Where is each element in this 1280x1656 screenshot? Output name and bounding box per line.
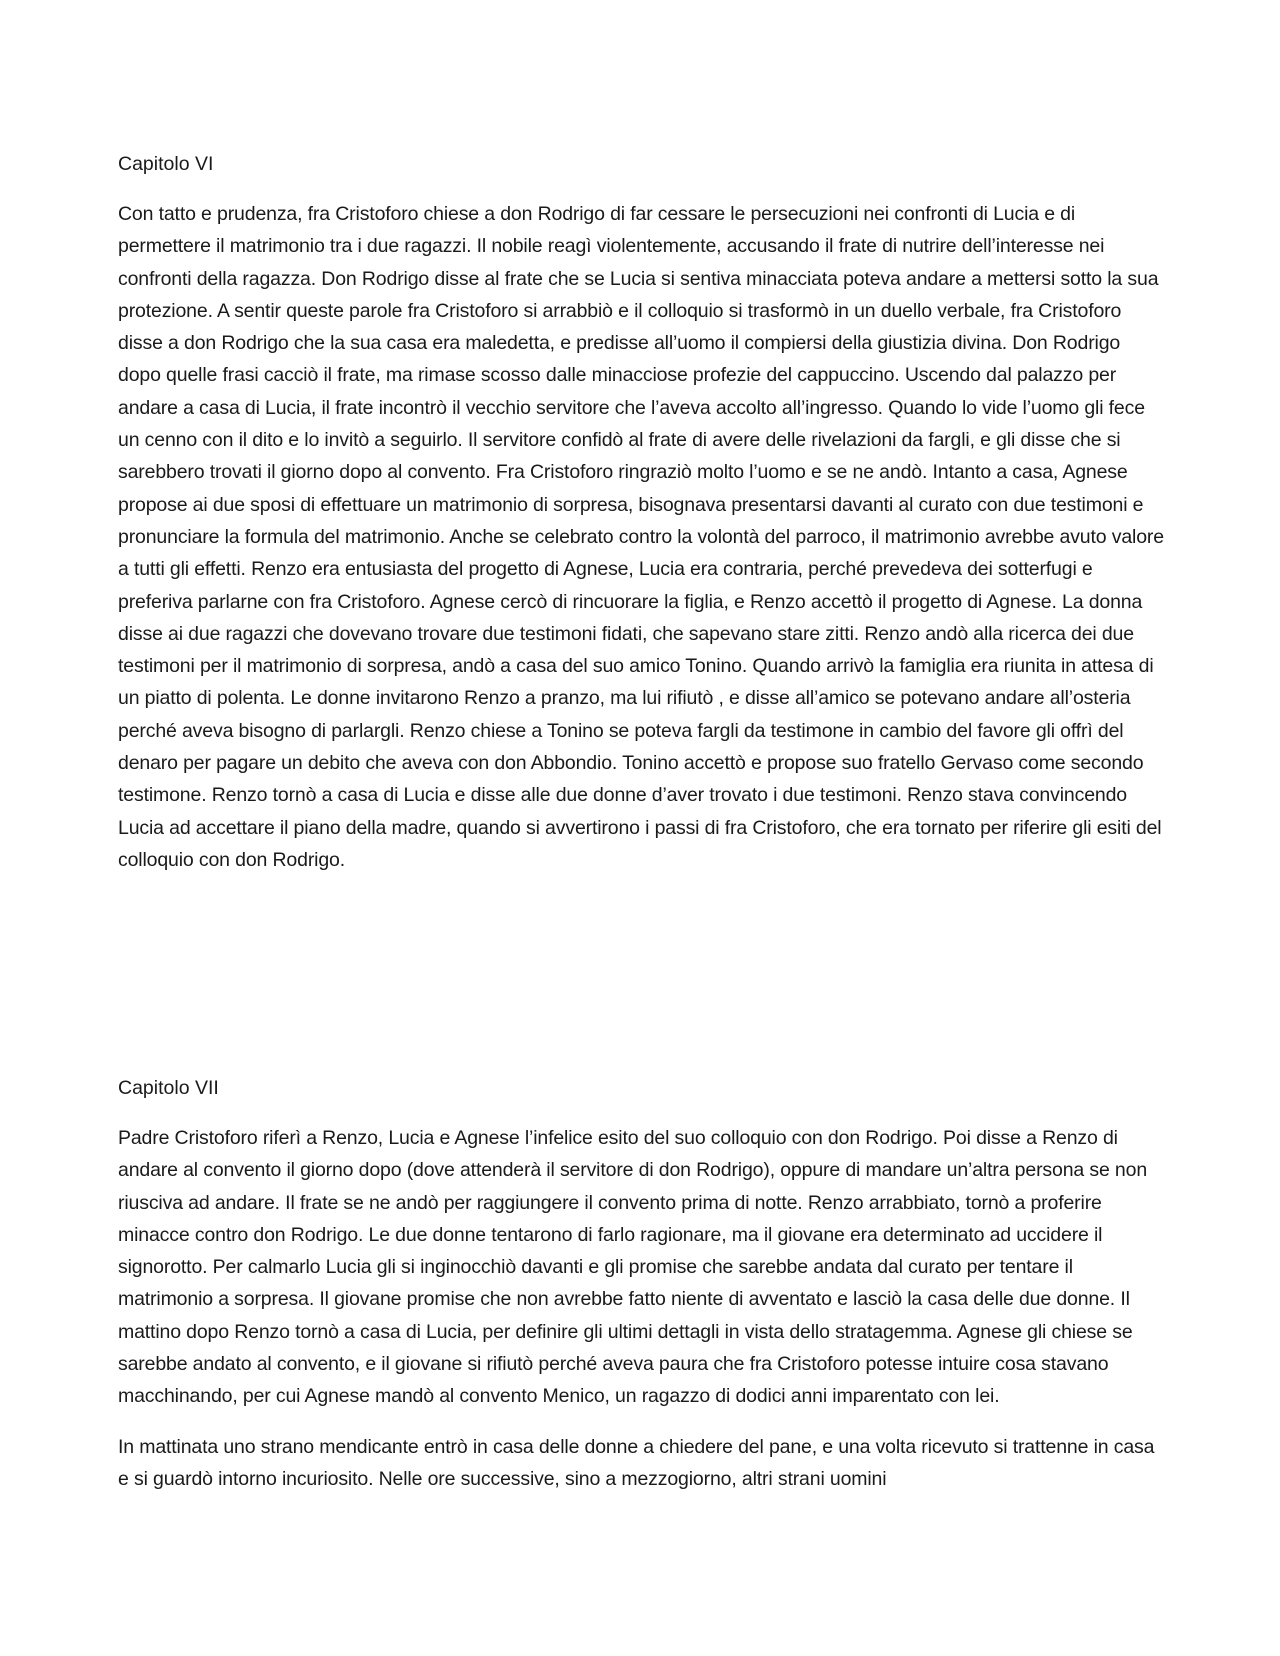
chapter-6-section	[118, 148, 1168, 894]
chapter-7-paragraph-1: Padre Cristoforo riferì a Renzo, Lucia e Agnese l’infelice esito del suo colloquio con don Rodrigo. Poi disse a Renzo di andare al convento il giorno dopo (dove attenderà il servitore di don Rodrigo), oppure di mandare un’altra persona se non riusciva ad andare. Il frate se ne andò per raggiungere il convento prima di notte. Renzo arrabbiato, tornò a proferire minacce contro don Rodrigo. Le due donne tentarono di farlo ragionare, ma il giovane era determinato ad uccidere il signorotto. Per calmarlo Lucia gli si inginocchiò davanti e gli promise che sarebbe andata dal curato per tentare il matrimonio a sorpresa. Il giovane promise che non avrebbe fatto niente di avventato e lasciò la casa delle due donne. Il mattino dopo Renzo tornò a casa di Lucia, per definire gli ultimi dettagli in vista dello stratagemma. Agnese gli chiese se sarebbe andato al convento, e il giovane si rifiutò perché aveva paura che fra Cristoforo potesse intuire cosa stavano macchinando, per cui Agnese mandò al convento Menico, un ragazzo di dodici anni imparentato con lei.	[118, 1127, 1148, 1408]
chapter-7-paragraph-2: In mattinata uno strano mendicante entrò in casa delle donne a chiedere del pane, e una volta ricevuto si trattenne in casa e si guardò intorno incuriosito. Nelle ore successive, sino a mezzogiorno, altri strani uomini	[118, 1435, 1155, 1490]
chapter-7-title: Capitolo VII	[118, 1077, 219, 1099]
chapter-7-section	[118, 1072, 1168, 1513]
chapter-6-title: Capitolo VI	[118, 153, 214, 175]
chapter-6-paragraph: Con tatto e prudenza, fra Cristoforo chiese a don Rodrigo di far cessare le persecuzioni nei confronti di Lucia e di permettere il matrimonio tra i due ragazzi. Il nobile reagì violentemente, accusando il frate di nutrire dell’interesse nei confronti della ragazza. Don Rodrigo disse al frate che se Lucia si sentiva minacciata poteva andare a mettersi sotto la sua protezione. A sentir queste parole fra Cristoforo si arrabbiò e il colloquio si trasformò in un duello verbale, fra Cristoforo disse a don Rodrigo che la sua casa era maledetta, e predisse all’uomo il compiersi della giustizia divina. Don Rodrigo dopo quelle frasi cacciò il frate, ma rimase scosso dalle minacciose profezie del cappuccino. Uscendo dal palazzo per andare a casa di Lucia, il frate incontrò il vecchio servitore che l’aveva accolto all’ingresso. Quando lo vide l’uomo gli fece un cenno con il dito e lo invitò a seguirlo. Il servitore confidò al frate di avere delle rivelazioni da fargli, e gli disse che si sarebbero trovati il giorno dopo al convento. Fra Cristoforo ringraziò molto l’uomo e se ne andò. Intanto a casa, Agnese propose ai due sposi di effettuare un matrimonio di sorpresa, bisognava presentarsi davanti al curato con due testimoni e pronunciare la formula del matrimonio. Anche se celebrato contro la volontà del parroco, il matrimonio avrebbe avuto valore a tutti gli effetti. Renzo era entusiasta del progetto di Agnese, Lucia era contraria, perché prevedeva dei sotterfugi e preferiva parlarne con fra Cristoforo. Agnese cercò di rincuorare la figlia, e Renzo accettò il progetto di Agnese. La donna disse ai due ragazzi che dovevano trovare due testimoni fidati, che sapevano stare zitti. Renzo andò alla ricerca dei due testimoni per il matrimonio di sorpresa, andò a casa del suo amico Tonino. Quando arrivò la famiglia era riunita in attesa di un piatto di polenta. Le donne invitarono Renzo a pranzo, ma lui rifiutò , e disse all’amico se potevano andare all’osteria perché aveva bisogno di parlargli. Renzo chiese a Tonino se poteva fargli da testimone in cambio del favore gli offrì del denaro per pagare un debito che aveva con don Abbondio. Tonino accettò e propose suo fratello Gervaso come secondo testimone. Renzo tornò a casa di Lucia e disse alle due donne d’aver trovato i due testimoni. Renzo stava convincendo Lucia ad accettare il piano della madre, quando si avvertirono i passi di fra Cristoforo, che era tornato per riferire gli esiti del colloquio con don Rodrigo.	[118, 203, 1164, 871]
